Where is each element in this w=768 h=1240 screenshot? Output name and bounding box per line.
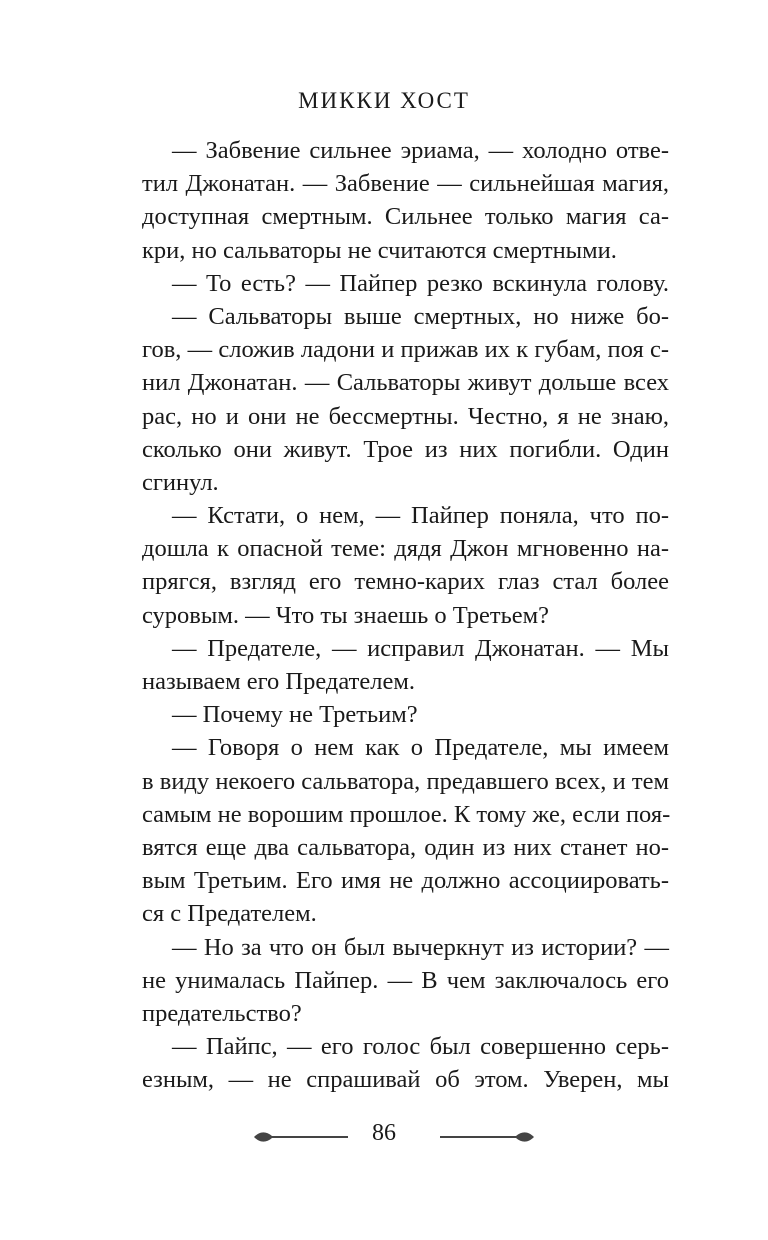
text-line: вятся еще два сальватора, один из них станет но- xyxy=(142,833,669,861)
text-line: гов, — сложив ладони и прижав их к губам, поя с- xyxy=(142,336,669,364)
text-line: — Кстати, о нем, — Пайпер поняла, что по- xyxy=(172,502,669,530)
text-line: — То есть? — Пайпер резко вскинула голову. xyxy=(172,269,669,297)
text-line: сколько они живут. Трое из них погибли. Один xyxy=(142,435,669,463)
text-line: — Сальваторы выше смертных, но ниже бо- xyxy=(172,302,669,330)
page-number: 86 xyxy=(372,1120,396,1146)
text-line: называем его Предателем. xyxy=(142,668,415,695)
text-line: доступная смертным. Сильнее только магия са- xyxy=(142,203,669,231)
text-line: прягся, взгляд его темно-карих глаз стал более xyxy=(142,568,669,596)
text-line: — Почему не Третьим? xyxy=(172,701,418,729)
running-title: МИККИ ХОСТ xyxy=(298,88,470,113)
text-line: — Предателе, — исправил Джонатан. — Мы xyxy=(172,634,669,662)
body-text xyxy=(142,134,669,1096)
text-line: тил Джонатан. — Забвение — сильнейшая магия, xyxy=(142,170,669,198)
text-line: самым не ворошим прошлое. К тому же, если поя- xyxy=(142,800,671,828)
page-footer xyxy=(0,1120,768,1154)
text-line: нил Джонатан. — Сальваторы живут дольше всех xyxy=(142,369,669,397)
text-line: — Забвение сильнее эриама, — холодно отве- xyxy=(172,137,669,164)
text-line: — Говоря о нем как о Предателе, мы имеем xyxy=(172,734,669,762)
text-line: езным, — не спрашивай об этом. Уверен, мы xyxy=(142,1066,669,1094)
text-line: — Но за что он был вычеркнут из истории? — xyxy=(172,933,669,961)
text-line: кри, но сальваторы не считаются смертными. xyxy=(142,236,617,264)
text-line: суровым. — Что ты знаешь о Третьем? xyxy=(142,601,550,629)
text-line: сгинул. xyxy=(142,468,219,496)
text-line: дошла к опасной теме: дядя Джон мгновенно на- xyxy=(142,535,669,563)
text-line: предательство? xyxy=(142,999,302,1027)
text-line: ся с Предателем. xyxy=(142,900,317,928)
right-ornament-icon xyxy=(440,1129,536,1145)
text-line: рас, но и они не бессмертны. Честно, я не знаю, xyxy=(142,402,669,430)
text-line: не унималась Пайпер. — В чем заключалось его xyxy=(142,966,669,994)
text-line: в виду некоего сальватора, предавшего всех, и тем xyxy=(142,767,669,795)
text-line: вым Третьим. Его имя не должно ассоциировать- xyxy=(142,867,669,895)
text-line: — Пайпс, — его голос был совершенно серь- xyxy=(172,1033,669,1061)
